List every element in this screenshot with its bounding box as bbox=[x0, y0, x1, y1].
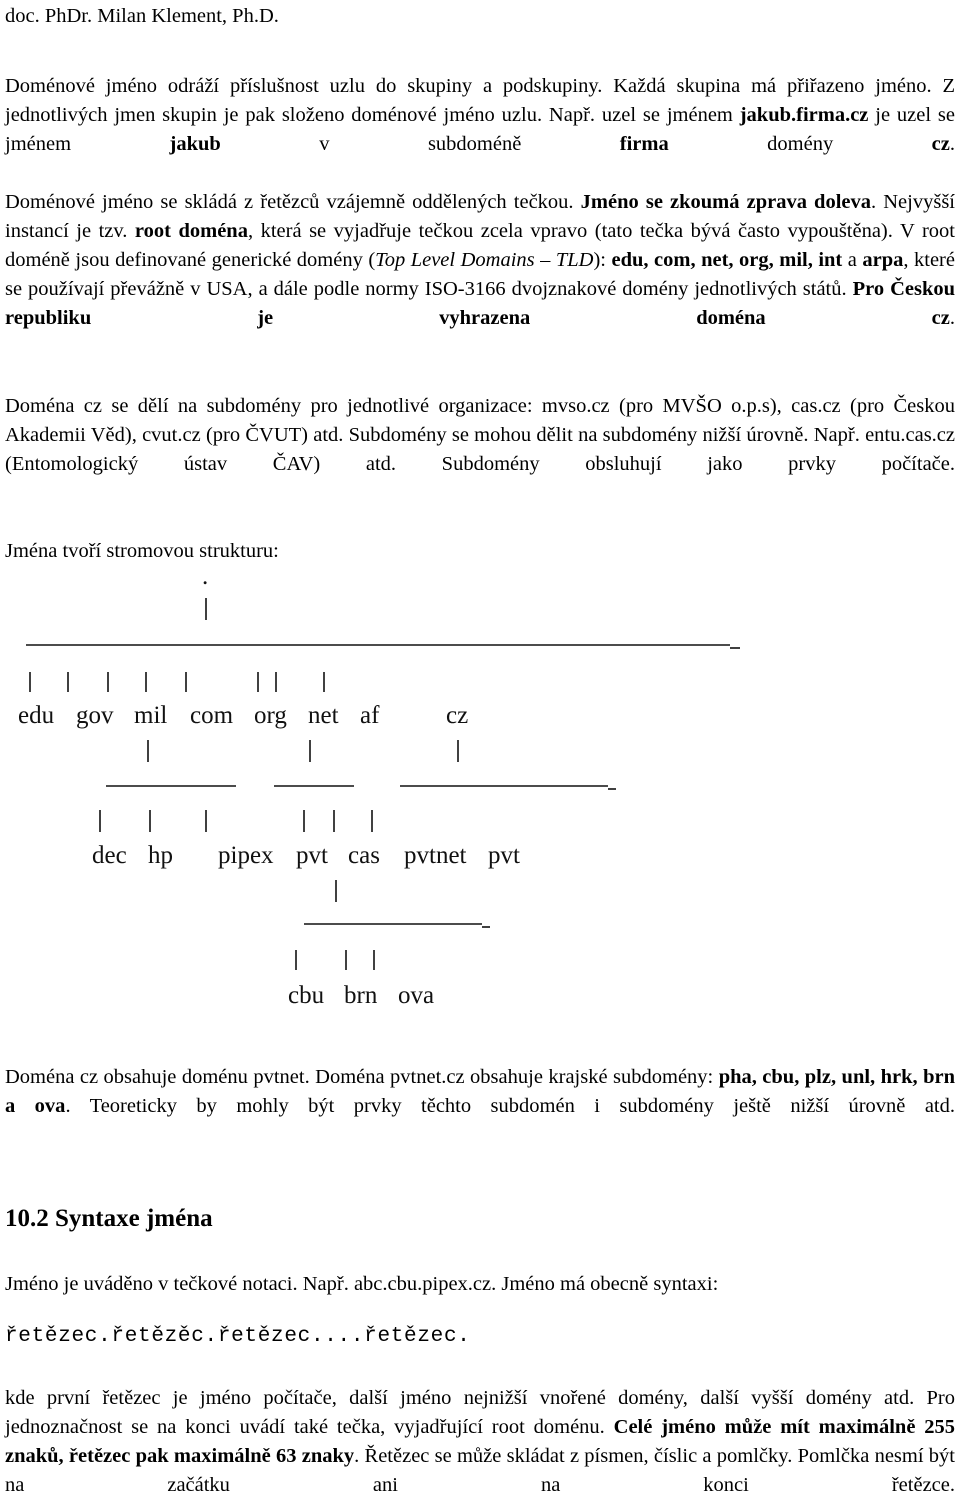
paragraph-cz-subdomains: Doména cz se dělí na subdomény pro jednotlivé organizace: mvso.cz (pro MVŠO o.p.s), cas.cz (pro Českou Akademii Věd), cvut.cz (pro ČVUT) atd. Subdomény se mohou dělit na subdomény nižší úrovně. Např. entu.cas.cz (Entomologický ústav ČAV) atd. Subdomény obsluhují jako prvky počítače. bbox=[5, 395, 955, 475]
tree-root-label: . bbox=[202, 563, 209, 590]
tree-node-net: net bbox=[308, 702, 339, 729]
section-heading: 10.2 Syntaxe jména bbox=[5, 1205, 213, 1232]
paragraph-pvtnet: Doména cz obsahuje doménu pvtnet. Doména pvtnet.cz obsahuje krajské subdomény: pha, cbu, plz, unl, hrk, brn a ova. Teoreticky by mohly být prvky těchto subdomén i subdomény ještě nižší úrovně atd. bbox=[5, 1066, 956, 1117]
syntax-example: řetězec.řetězěc.řetězec....řetězec. bbox=[5, 1325, 471, 1348]
tree-node-pvt-2: pvt bbox=[488, 842, 520, 869]
paragraph-domain-name: Doménové jméno odráží příslušnost uzlu do skupiny a podskupiny. Každá skupina má přiřazeno jméno. Z jednotlivých jmen skupin je pak složeno doménové jméno uzlu. Např. uzel se jménem jakub.firma.cz je uzel se jménem jakub v subdoméně firma domény cz. bbox=[5, 75, 955, 155]
tree-node-com: com bbox=[190, 702, 234, 729]
tree-node-pipex: pipex bbox=[218, 842, 274, 869]
tree-node-gov: gov bbox=[76, 702, 114, 729]
paragraph-tree-intro: Jména tvoří stromovou strukturu: bbox=[5, 540, 279, 562]
page-header-author: doc. PhDr. Milan Klement, Ph.D. bbox=[5, 5, 279, 27]
tree-node-org: org bbox=[254, 702, 287, 729]
tree-node-brn: brn bbox=[344, 982, 378, 1009]
paragraph-syntax-rules: kde první řetězec je jméno počítače, další jméno nejnižší vnořené domény, další vyšší domény atd. Pro jednoznačnost se na konci uvádí také tečka, vyjadřující root doménu. Celé jméno může mít maximálně 255 znaků, řetězec pak maximálně 63 znaky. Řetězec se může skládat z písmen, číslic a pomlčky. Pomlčka nesmí být na začátku ani na konci řetězce. bbox=[5, 1387, 956, 1496]
tree-node-hp: hp bbox=[148, 842, 173, 869]
paragraph-dot-notation: Jméno je uváděno v tečkové notaci. Např. abc.cbu.pipex.cz. Jméno má obecně syntaxi: bbox=[5, 1273, 719, 1295]
tree-node-af: af bbox=[360, 702, 380, 729]
tree-node-edu: edu bbox=[18, 702, 55, 729]
tree-node-pvtnet: pvtnet bbox=[404, 842, 467, 869]
tree-node-mil: mil bbox=[134, 702, 168, 729]
tree-node-cbu: cbu bbox=[288, 982, 325, 1009]
tree-node-dec: dec bbox=[92, 842, 127, 869]
tree-node-cas: cas bbox=[348, 842, 380, 869]
tree-node-ova: ova bbox=[398, 982, 435, 1009]
tree-node-pvt: pvt bbox=[296, 842, 328, 869]
domain-tree-diagram bbox=[0, 560, 960, 1020]
paragraph-domain-structure: Doménové jméno se skládá z řetězců vzájemně oddělených tečkou. Jméno se zkoumá zprava doleva. Nejvyšší instancí je tzv. root doména, která se vyjadřuje tečkou zcela vpravo (tato tečka bývá často vypouštěna). V root doméně jsou definované generické domény (Top Level Domains – TLD): edu, com, net, org, mil, int a arpa, které se používají převážně v USA, a dále podle normy ISO-3166 dvojznakové domény jednotlivých států. Pro Českou republiku je vyhrazena doména cz. bbox=[5, 191, 955, 329]
tree-node-cz: cz bbox=[446, 702, 469, 729]
